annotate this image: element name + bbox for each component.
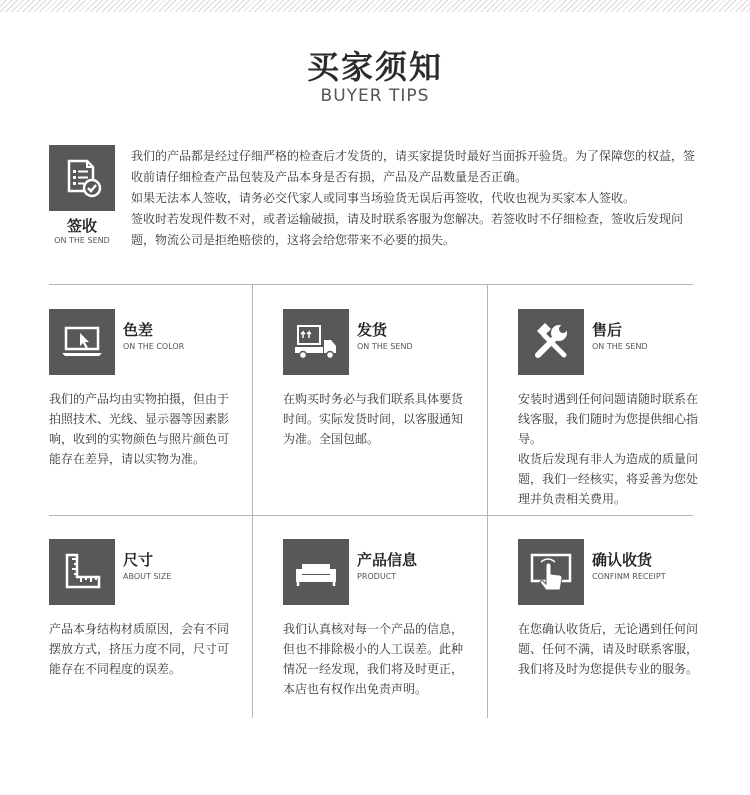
tip-title: 确认收货 [592,551,653,569]
grid-divider [487,284,488,718]
tip-title-en: ON THE SEND [357,342,413,351]
tip-title-en: PRODUCT [357,572,397,581]
tip-text [49,389,235,469]
tip-text [283,619,469,699]
intro-paragraph: 如果无法本人签收，请务必交代家人或同事当场验货无误后再签收，代收也视为买家本人签收。 [131,191,636,205]
intro-title-en: ON THE SEND [54,236,110,245]
grid-divider [49,284,693,285]
tip-text [49,619,235,679]
intro-text [131,146,696,251]
tip-paragraph: 在您确认收货后，无论遇到任何问题、任何不满，请及时联系客服，我们将及时为您提供专业的服务。 [518,622,699,676]
decorative-hatch-band [0,0,750,12]
checklist-icon [49,145,115,211]
tip-text [518,619,704,679]
tip-paragraph: 安装时遇到任何问题请随时联系在线客服，我们随时为您提供细心指导。 [518,392,699,446]
page-subtitle: BUYER TIPS [320,86,430,106]
touch-screen-icon [518,539,584,605]
sofa-icon [283,539,349,605]
intro-label [40,217,124,247]
tip-title: 产品信息 [357,551,418,569]
grid-divider [252,284,253,718]
delivery-truck-icon [283,309,349,375]
tip-title: 售后 [592,321,623,339]
tip-text [283,389,469,449]
wrench-hammer-icon [518,309,584,375]
tip-text [518,389,704,509]
tip-title: 尺寸 [123,551,154,569]
tip-title: 发货 [357,321,388,339]
laptop-cursor-icon [49,309,115,375]
tip-title-en: ON THE COLOR [123,342,185,351]
intro-paragraph: 签收时若发现件数不对，或者运输破损，请及时联系客服为您解决。若签收时不仔细检查，签收后发现问题，物流公司是拒绝赔偿的，这将会给您带来不必要的损失。 [131,212,684,247]
tip-paragraph: 收货后发现有非人为造成的质量问题，我们一经核实，将妥善为您处理并负责相关费用。 [518,452,699,506]
intro-title: 签收 [66,217,97,235]
tip-paragraph: 产品本身结构材质原因，会有不同摆放方式，挤压力度不同，尺寸可能存在不同程度的误差。 [49,622,230,676]
tip-paragraph: 在购买时务必与我们联系具体要货时间。实际发货时间，以客服通知为准。全国包邮。 [283,392,464,446]
intro-paragraph: 我们的产品都是经过仔细严格的检查后才发货的，请买家提货时最好当面拆开验货。为了保障您的权益，签收前请仔细检查产品包装及产品本身是否有损，产品及产品数量是否正确。 [131,149,696,184]
page-title: 买家须知 [306,48,443,86]
tip-title-en: CONFINM RECEIPT [592,572,666,581]
tip-title-en: ABOUT SIZE [123,572,172,581]
tip-title: 色差 [123,321,154,339]
tip-paragraph: 我们的产品均由实物拍摄，但由于拍照技术、光线、显示器等因素影响，收到的实物颜色与照片颜色可能存在差异，请以实物为准。 [49,392,230,466]
grid-divider [49,515,693,516]
ruler-icon [49,539,115,605]
tip-title-en: ON THE SEND [592,342,648,351]
tip-paragraph: 我们认真核对每一个产品的信息，但也不排除极小的人工误差。此种情况一经发现，我们将及时更正，本店也有权作出免责声明。 [283,622,464,696]
